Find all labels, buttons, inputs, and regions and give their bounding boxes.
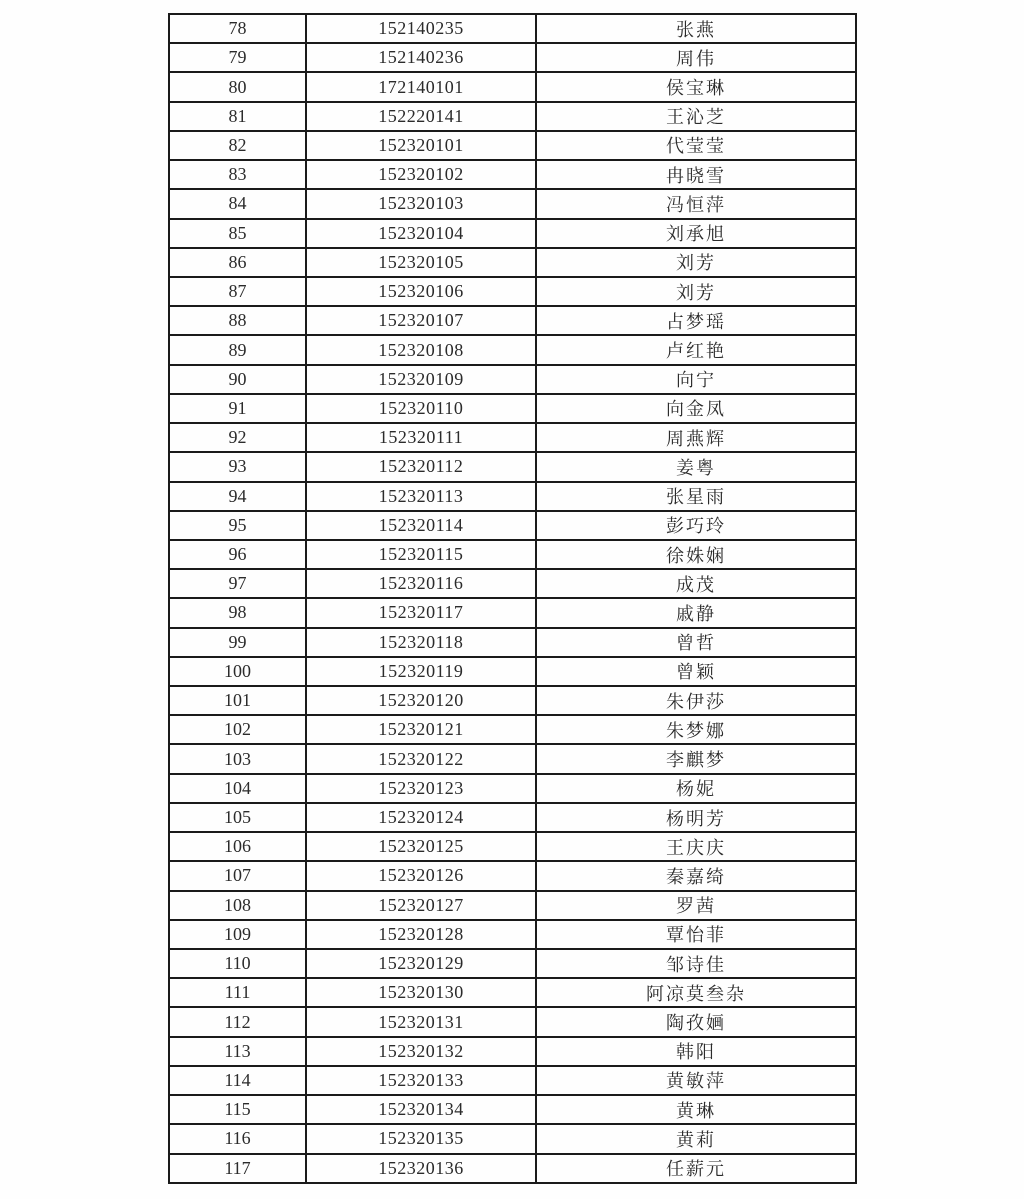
student-name-cell: 黄敏萍 xyxy=(536,1066,856,1095)
student-name-cell: 阿凉莫叁杂 xyxy=(536,978,856,1007)
row-number-cell: 116 xyxy=(169,1124,306,1153)
row-number-cell: 84 xyxy=(169,189,306,218)
table-row xyxy=(169,43,856,72)
row-number-cell: 110 xyxy=(169,949,306,978)
student-id-cell: 152320106 xyxy=(306,277,536,306)
student-id-cell: 152320109 xyxy=(306,365,536,394)
student-id-cell: 152320116 xyxy=(306,569,536,598)
row-number-cell: 96 xyxy=(169,540,306,569)
row-number-cell: 104 xyxy=(169,774,306,803)
student-name-cell: 张燕 xyxy=(536,14,856,43)
row-number-cell: 100 xyxy=(169,657,306,686)
student-id-cell: 152320120 xyxy=(306,686,536,715)
student-name-cell: 陶孜婳 xyxy=(536,1007,856,1036)
student-id-cell: 152320131 xyxy=(306,1007,536,1036)
student-id-cell: 152320121 xyxy=(306,715,536,744)
student-name-cell: 刘芳 xyxy=(536,277,856,306)
student-id-cell: 152320136 xyxy=(306,1154,536,1183)
student-id-cell: 152320110 xyxy=(306,394,536,423)
row-number-cell: 88 xyxy=(169,306,306,335)
table-row xyxy=(169,891,856,920)
table-row xyxy=(169,686,856,715)
table-row xyxy=(169,1037,856,1066)
row-number-cell: 92 xyxy=(169,423,306,452)
table-row xyxy=(169,72,856,101)
student-id-cell: 152320111 xyxy=(306,423,536,452)
table-row xyxy=(169,715,856,744)
row-number-cell: 114 xyxy=(169,1066,306,1095)
row-number-cell: 80 xyxy=(169,72,306,101)
student-name-cell: 任薪元 xyxy=(536,1154,856,1183)
student-name-cell: 覃怡菲 xyxy=(536,920,856,949)
student-name-cell: 周伟 xyxy=(536,43,856,72)
student-id-cell: 152320126 xyxy=(306,861,536,890)
student-roster-table xyxy=(168,13,857,1184)
student-id-cell: 152320125 xyxy=(306,832,536,861)
table-row xyxy=(169,277,856,306)
student-id-cell: 152320117 xyxy=(306,598,536,627)
row-number-cell: 81 xyxy=(169,102,306,131)
row-number-cell: 105 xyxy=(169,803,306,832)
student-id-cell: 152320130 xyxy=(306,978,536,1007)
row-number-cell: 117 xyxy=(169,1154,306,1183)
table-row xyxy=(169,189,856,218)
row-number-cell: 115 xyxy=(169,1095,306,1124)
student-name-cell: 王沁芝 xyxy=(536,102,856,131)
student-id-cell: 152320122 xyxy=(306,744,536,773)
table-row xyxy=(169,832,856,861)
table-row xyxy=(169,803,856,832)
student-id-cell: 152320112 xyxy=(306,452,536,481)
table-row xyxy=(169,949,856,978)
student-name-cell: 韩阳 xyxy=(536,1037,856,1066)
student-name-cell: 侯宝琳 xyxy=(536,72,856,101)
student-id-cell: 152320124 xyxy=(306,803,536,832)
student-name-cell: 向宁 xyxy=(536,365,856,394)
student-id-cell: 152320102 xyxy=(306,160,536,189)
table-row xyxy=(169,131,856,160)
row-number-cell: 99 xyxy=(169,628,306,657)
student-roster-body xyxy=(169,14,856,1183)
table-row xyxy=(169,598,856,627)
student-name-cell: 冯恒萍 xyxy=(536,189,856,218)
table-row xyxy=(169,452,856,481)
student-id-cell: 152320119 xyxy=(306,657,536,686)
student-id-cell: 152320127 xyxy=(306,891,536,920)
student-id-cell: 152320105 xyxy=(306,248,536,277)
table-row xyxy=(169,219,856,248)
student-id-cell: 152320128 xyxy=(306,920,536,949)
student-id-cell: 152320114 xyxy=(306,511,536,540)
row-number-cell: 94 xyxy=(169,482,306,511)
student-name-cell: 李麒梦 xyxy=(536,744,856,773)
row-number-cell: 108 xyxy=(169,891,306,920)
table-row xyxy=(169,306,856,335)
row-number-cell: 78 xyxy=(169,14,306,43)
table-row xyxy=(169,394,856,423)
student-name-cell: 张星雨 xyxy=(536,482,856,511)
student-id-cell: 152140235 xyxy=(306,14,536,43)
student-id-cell: 152320123 xyxy=(306,774,536,803)
student-id-cell: 152320132 xyxy=(306,1037,536,1066)
student-id-cell: 152140236 xyxy=(306,43,536,72)
student-name-cell: 邹诗佳 xyxy=(536,949,856,978)
student-id-cell: 172140101 xyxy=(306,72,536,101)
table-row xyxy=(169,1124,856,1153)
row-number-cell: 82 xyxy=(169,131,306,160)
student-name-cell: 黄琳 xyxy=(536,1095,856,1124)
table-row xyxy=(169,423,856,452)
student-id-cell: 152320133 xyxy=(306,1066,536,1095)
student-id-cell: 152320135 xyxy=(306,1124,536,1153)
student-id-cell: 152320108 xyxy=(306,335,536,364)
table-row xyxy=(169,160,856,189)
table-row xyxy=(169,1154,856,1183)
row-number-cell: 107 xyxy=(169,861,306,890)
row-number-cell: 79 xyxy=(169,43,306,72)
table-row xyxy=(169,978,856,1007)
row-number-cell: 102 xyxy=(169,715,306,744)
student-name-cell: 曾哲 xyxy=(536,628,856,657)
row-number-cell: 83 xyxy=(169,160,306,189)
row-number-cell: 98 xyxy=(169,598,306,627)
row-number-cell: 111 xyxy=(169,978,306,1007)
table-row xyxy=(169,569,856,598)
table-row xyxy=(169,1066,856,1095)
row-number-cell: 113 xyxy=(169,1037,306,1066)
student-id-cell: 152320134 xyxy=(306,1095,536,1124)
student-name-cell: 秦嘉绮 xyxy=(536,861,856,890)
student-name-cell: 朱伊莎 xyxy=(536,686,856,715)
table-row xyxy=(169,511,856,540)
student-name-cell: 刘承旭 xyxy=(536,219,856,248)
row-number-cell: 97 xyxy=(169,569,306,598)
table-row xyxy=(169,482,856,511)
row-number-cell: 86 xyxy=(169,248,306,277)
row-number-cell: 89 xyxy=(169,335,306,364)
student-id-cell: 152320107 xyxy=(306,306,536,335)
student-id-cell: 152220141 xyxy=(306,102,536,131)
table-row xyxy=(169,248,856,277)
student-name-cell: 杨明芳 xyxy=(536,803,856,832)
student-name-cell: 刘芳 xyxy=(536,248,856,277)
table-row xyxy=(169,628,856,657)
row-number-cell: 112 xyxy=(169,1007,306,1036)
student-id-cell: 152320115 xyxy=(306,540,536,569)
row-number-cell: 106 xyxy=(169,832,306,861)
student-id-cell: 152320118 xyxy=(306,628,536,657)
student-name-cell: 戚静 xyxy=(536,598,856,627)
student-name-cell: 徐姝娴 xyxy=(536,540,856,569)
student-id-cell: 152320103 xyxy=(306,189,536,218)
table-row xyxy=(169,335,856,364)
student-name-cell: 代莹莹 xyxy=(536,131,856,160)
table-row xyxy=(169,861,856,890)
student-name-cell: 占梦瑶 xyxy=(536,306,856,335)
table-row xyxy=(169,365,856,394)
student-id-cell: 152320129 xyxy=(306,949,536,978)
student-name-cell: 成茂 xyxy=(536,569,856,598)
student-name-cell: 卢红艳 xyxy=(536,335,856,364)
student-name-cell: 姜粤 xyxy=(536,452,856,481)
row-number-cell: 90 xyxy=(169,365,306,394)
student-id-cell: 152320101 xyxy=(306,131,536,160)
table-row xyxy=(169,774,856,803)
table-row xyxy=(169,744,856,773)
student-id-cell: 152320113 xyxy=(306,482,536,511)
row-number-cell: 95 xyxy=(169,511,306,540)
row-number-cell: 85 xyxy=(169,219,306,248)
table-row xyxy=(169,920,856,949)
student-name-cell: 曾颖 xyxy=(536,657,856,686)
row-number-cell: 91 xyxy=(169,394,306,423)
table-row xyxy=(169,102,856,131)
student-name-cell: 黄莉 xyxy=(536,1124,856,1153)
student-name-cell: 彭巧玲 xyxy=(536,511,856,540)
student-name-cell: 王庆庆 xyxy=(536,832,856,861)
row-number-cell: 101 xyxy=(169,686,306,715)
table-row xyxy=(169,14,856,43)
student-name-cell: 周燕辉 xyxy=(536,423,856,452)
row-number-cell: 103 xyxy=(169,744,306,773)
student-name-cell: 朱梦娜 xyxy=(536,715,856,744)
student-name-cell: 罗茜 xyxy=(536,891,856,920)
row-number-cell: 109 xyxy=(169,920,306,949)
student-name-cell: 杨妮 xyxy=(536,774,856,803)
row-number-cell: 87 xyxy=(169,277,306,306)
table-row xyxy=(169,1095,856,1124)
student-name-cell: 冉晓雪 xyxy=(536,160,856,189)
student-name-cell: 向金凤 xyxy=(536,394,856,423)
table-row xyxy=(169,1007,856,1036)
table-row xyxy=(169,540,856,569)
table-row xyxy=(169,657,856,686)
row-number-cell: 93 xyxy=(169,452,306,481)
student-id-cell: 152320104 xyxy=(306,219,536,248)
